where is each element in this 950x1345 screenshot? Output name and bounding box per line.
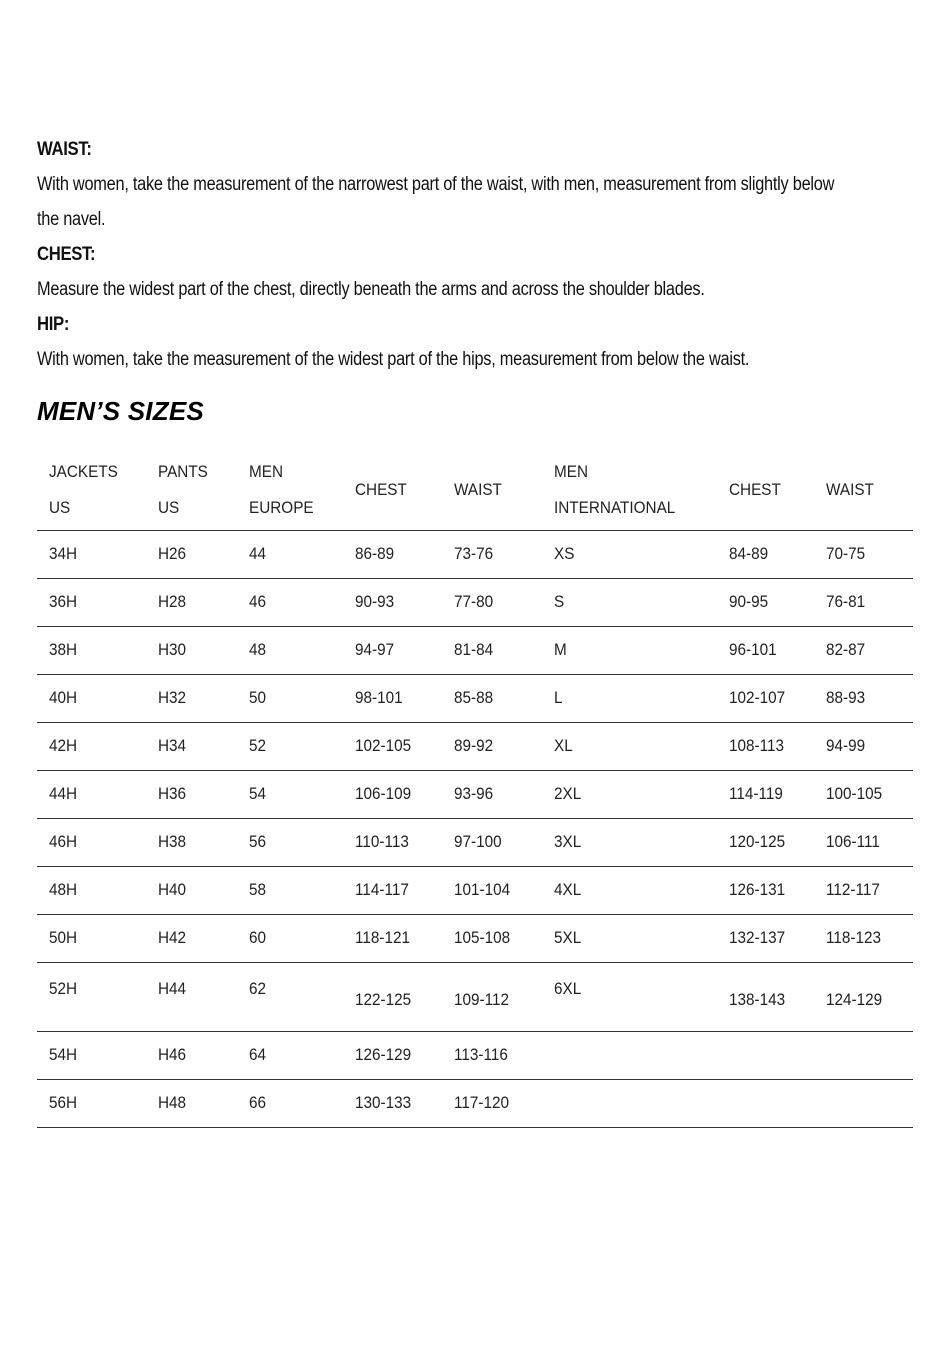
cell-europe: 62 (249, 978, 267, 998)
table-row (37, 578, 913, 626)
table-row (37, 914, 913, 962)
cell-europe: 64 (249, 1045, 267, 1064)
cell-waist-eu: 117-120 (454, 1093, 510, 1112)
cell-international: 5XL (554, 928, 582, 947)
cell-waist-int (814, 1079, 913, 1127)
cell-jackets: 46H (49, 832, 78, 851)
mens-size-table (37, 450, 913, 1128)
cell-chest-int: 84-89 (729, 544, 769, 563)
cell-europe: 66 (249, 1093, 267, 1112)
header-men-international (542, 450, 717, 530)
cell-jackets: 40H (49, 688, 78, 707)
cell-chest-eu: 126-129 (355, 1045, 412, 1064)
header-chest-eu-label: CHEST (355, 479, 407, 499)
measurement-guide (37, 132, 913, 377)
header-men-eu-line2: EUROPE (249, 497, 314, 517)
header-men-int-line2: INTERNATIONAL (554, 497, 676, 517)
cell-europe: 56 (249, 832, 267, 851)
cell-pants: H42 (158, 928, 187, 947)
cell-waist-int: 76-81 (826, 592, 866, 611)
cell-waist-eu: 113-116 (454, 1045, 508, 1064)
cell-waist-int: 106-111 (826, 832, 880, 851)
cell-jackets: 44H (49, 784, 78, 803)
header-men-eu-line1: MEN (249, 461, 284, 481)
table-row (37, 722, 913, 770)
cell-international (542, 1031, 717, 1079)
cell-international: 2XL (554, 784, 582, 803)
cell-jackets: 48H (49, 880, 78, 899)
cell-waist-eu: 97-100 (454, 832, 502, 851)
cell-chest-int (717, 1031, 814, 1079)
cell-waist-int: 100-105 (826, 784, 883, 803)
cell-waist-eu: 93-96 (454, 784, 494, 803)
header-jackets-us (37, 450, 146, 530)
header-waist-int (814, 450, 913, 530)
cell-international: M (554, 640, 567, 659)
table-row (37, 674, 913, 722)
cell-chest-int: 96-101 (729, 640, 777, 659)
cell-jackets: 36H (49, 592, 78, 611)
cell-waist-eu: 101-104 (454, 880, 511, 899)
hip-description: With women, take the measurement of the widest part of the hips, measurement from below the waist. (37, 349, 750, 370)
cell-waist-int (814, 1031, 913, 1079)
cell-europe: 54 (249, 784, 267, 803)
cell-jackets: 54H (49, 1045, 78, 1064)
cell-chest-int: 126-131 (729, 880, 786, 899)
cell-jackets: 52H (49, 978, 78, 998)
cell-chest-eu: 114-117 (355, 880, 409, 899)
cell-waist-eu: 85-88 (454, 688, 494, 707)
cell-chest-eu: 90-93 (355, 592, 395, 611)
table-row (37, 770, 913, 818)
table-row (37, 1079, 913, 1127)
header-waist-eu (442, 450, 542, 530)
cell-waist-int: 88-93 (826, 688, 866, 707)
cell-europe: 44 (249, 544, 267, 563)
cell-waist-int: 94-99 (826, 736, 866, 755)
cell-chest-eu: 86-89 (355, 544, 395, 563)
waist-description-line1: With women, take the measurement of the narrowest part of the waist, with men, measurement from slightly below (37, 174, 835, 195)
cell-waist-eu: 81-84 (454, 640, 494, 659)
cell-pants: H34 (158, 736, 187, 755)
cell-pants: H48 (158, 1093, 187, 1112)
chest-heading: CHEST: (37, 244, 96, 265)
cell-pants: H46 (158, 1045, 187, 1064)
header-jackets-line2: US (49, 497, 71, 517)
cell-waist-int: 118-123 (826, 928, 882, 947)
table-row (37, 626, 913, 674)
cell-chest-eu: 98-101 (355, 688, 403, 707)
header-men-europe (237, 450, 343, 530)
cell-chest-int (717, 1079, 814, 1127)
cell-waist-int: 82-87 (826, 640, 866, 659)
cell-waist-eu: 73-76 (454, 544, 494, 563)
cell-chest-eu: 122-125 (355, 989, 412, 1009)
cell-jackets: 38H (49, 640, 78, 659)
cell-pants: H30 (158, 640, 187, 659)
cell-chest-int: 138-143 (729, 989, 786, 1009)
cell-pants: H36 (158, 784, 187, 803)
table-row (37, 530, 913, 578)
cell-pants: H40 (158, 880, 187, 899)
header-chest-eu (343, 450, 442, 530)
cell-chest-int: 108-113 (729, 736, 785, 755)
table-row (37, 866, 913, 914)
header-waist-int-label: WAIST (826, 479, 874, 499)
cell-waist-eu: 105-108 (454, 928, 511, 947)
hip-heading: HIP: (37, 314, 70, 335)
cell-international: 3XL (554, 832, 582, 851)
cell-waist-eu: 109-112 (454, 989, 510, 1009)
cell-jackets: 34H (49, 544, 78, 563)
cell-jackets: 56H (49, 1093, 78, 1112)
cell-international: L (554, 688, 563, 707)
cell-chest-int: 120-125 (729, 832, 786, 851)
table-row (37, 1031, 913, 1079)
table-row (37, 962, 913, 1031)
cell-chest-eu: 118-121 (355, 928, 411, 947)
chest-description: Measure the widest part of the chest, directly beneath the arms and across the shoulder blades. (37, 279, 705, 300)
cell-europe: 52 (249, 736, 267, 755)
table-header-row (37, 450, 913, 530)
header-waist-eu-label: WAIST (454, 479, 502, 499)
header-pants-line1: PANTS (158, 461, 208, 481)
waist-heading: WAIST: (37, 139, 92, 160)
cell-pants: H26 (158, 544, 187, 563)
cell-international: 6XL (554, 978, 582, 998)
cell-europe: 48 (249, 640, 267, 659)
header-pants-line2: US (158, 497, 180, 517)
cell-chest-eu: 130-133 (355, 1093, 412, 1112)
cell-chest-eu: 102-105 (355, 736, 412, 755)
header-pants-us (146, 450, 237, 530)
cell-waist-int: 112-117 (826, 880, 880, 899)
cell-pants: H44 (158, 978, 187, 998)
cell-waist-int: 124-129 (826, 989, 883, 1009)
header-chest-int (717, 450, 814, 530)
cell-pants: H32 (158, 688, 187, 707)
cell-chest-int: 102-107 (729, 688, 786, 707)
cell-international (542, 1079, 717, 1127)
cell-waist-eu: 77-80 (454, 592, 494, 611)
cell-europe: 46 (249, 592, 267, 611)
cell-pants: H28 (158, 592, 187, 611)
cell-pants: H38 (158, 832, 187, 851)
cell-chest-int: 132-137 (729, 928, 786, 947)
header-jackets-line1: JACKETS (49, 461, 118, 481)
cell-chest-eu: 110-113 (355, 832, 409, 851)
cell-international: S (554, 592, 565, 611)
cell-chest-int: 114-119 (729, 784, 783, 803)
cell-waist-int: 70-75 (826, 544, 866, 563)
cell-international: XL (554, 736, 573, 755)
cell-europe: 60 (249, 928, 267, 947)
cell-jackets: 42H (49, 736, 78, 755)
cell-europe: 50 (249, 688, 267, 707)
mens-sizes-title: MEN’S SIZES (37, 396, 204, 426)
cell-chest-eu: 94-97 (355, 640, 395, 659)
cell-international: 4XL (554, 880, 582, 899)
cell-chest-eu: 106-109 (355, 784, 412, 803)
cell-chest-int: 90-95 (729, 592, 769, 611)
waist-description-line2: the navel. (37, 209, 106, 230)
header-chest-int-label: CHEST (729, 479, 781, 499)
cell-europe: 58 (249, 880, 267, 899)
header-men-int-line1: MEN (554, 461, 589, 481)
table-row (37, 818, 913, 866)
cell-jackets: 50H (49, 928, 78, 947)
cell-international: XS (554, 544, 575, 563)
cell-waist-eu: 89-92 (454, 736, 494, 755)
